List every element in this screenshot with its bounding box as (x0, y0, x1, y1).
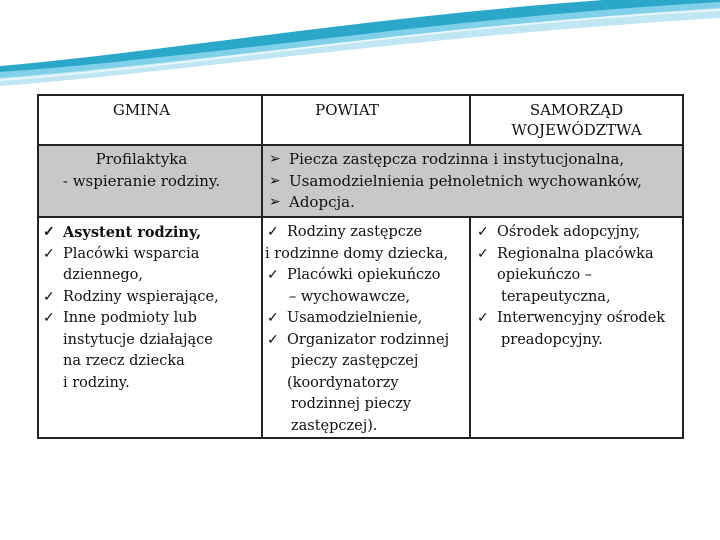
piecza-cell (267, 149, 679, 214)
list-item: ➢ Piecza zastępcza rodzinna i instytucjonalna, (267, 149, 679, 171)
profilaktyka-subtitle: - wspieranie rodziny. (62, 171, 221, 190)
responsibilities-table (37, 94, 684, 439)
header-swoosh-decoration (0, 0, 720, 100)
row-divider-1 (39, 144, 682, 146)
col-divider-2b (469, 216, 471, 437)
check-bullet-icon: ✓ (43, 224, 55, 240)
check-bullet-icon: ✓ (477, 245, 489, 262)
list-item: ✓ Placówki wsparcia dziennego, (43, 245, 200, 283)
check-bullet-icon: ✓ (267, 267, 279, 283)
check-bullet-icon: ✓ (477, 224, 489, 240)
list-item: ✓ Regionalna placówka opiekuńczo – terapeutyczna, (477, 245, 654, 305)
check-bullet-icon: ✓ (43, 310, 55, 326)
check-bullet-icon: ✓ (477, 310, 489, 326)
gmina-tasks-cell (41, 222, 259, 394)
samorzad-tasks-cell (475, 222, 681, 351)
check-bullet-icon: ✓ (267, 331, 279, 348)
header-powiat (263, 100, 431, 120)
header-samorzad-line1: SAMORZĄD (529, 101, 624, 119)
list-item-continuation: i rodzinne domy dziecka, (265, 245, 449, 262)
list-item: ✓ Ośrodek adopcyjny, (475, 222, 681, 244)
list-item: ✓ Organizator rodzinnej pieczy zastępczej (koordynatorzy rodzinnej pieczy zastępczej). (267, 331, 450, 434)
header-gmina-text: GMINA (112, 101, 171, 119)
check-bullet-icon: ✓ (267, 224, 279, 240)
header-gmina (39, 100, 244, 120)
list-item: ➢ Usamodzielnienia pełnoletnich wychowanków, (267, 171, 679, 193)
header-samorzad-line2: WOJEWÓDZTWA (511, 121, 642, 139)
header-powiat-text: POWIAT (315, 101, 379, 119)
header-samorzad (471, 100, 682, 140)
check-bullet-icon: ✓ (43, 245, 55, 262)
col-divider-1 (261, 96, 263, 437)
list-item: ✓ Inne podmioty lub instytucje działające na rzecz dziecka i rodziny. (43, 310, 213, 391)
arrow-bullet-icon: ➢ (269, 172, 281, 189)
list-item: ✓ Rodziny wspierające, (41, 287, 259, 309)
check-bullet-icon: ✓ (267, 310, 279, 326)
list-item: ✓ Rodziny zastępcze (265, 222, 469, 244)
list-item: ✓ Interwencyjny ośrodek preadopcyjny. (477, 310, 666, 348)
profilaktyka-cell (39, 149, 244, 192)
row-divider-2 (39, 216, 682, 218)
list-item: ✓ Usamodzielnienie, (265, 308, 469, 330)
list-item: ✓ Placówki opiekuńczo – wychowawcze, (267, 267, 441, 305)
arrow-bullet-icon: ➢ (269, 194, 281, 210)
list-item: ➢ Adopcja. (267, 192, 679, 214)
check-bullet-icon: ✓ (43, 288, 55, 305)
arrow-bullet-icon: ➢ (269, 151, 281, 167)
powiat-tasks-cell (265, 222, 469, 437)
profilaktyka-title: Profilaktyka (95, 150, 188, 168)
list-item: ✓ Asystent rodziny, (41, 222, 259, 244)
